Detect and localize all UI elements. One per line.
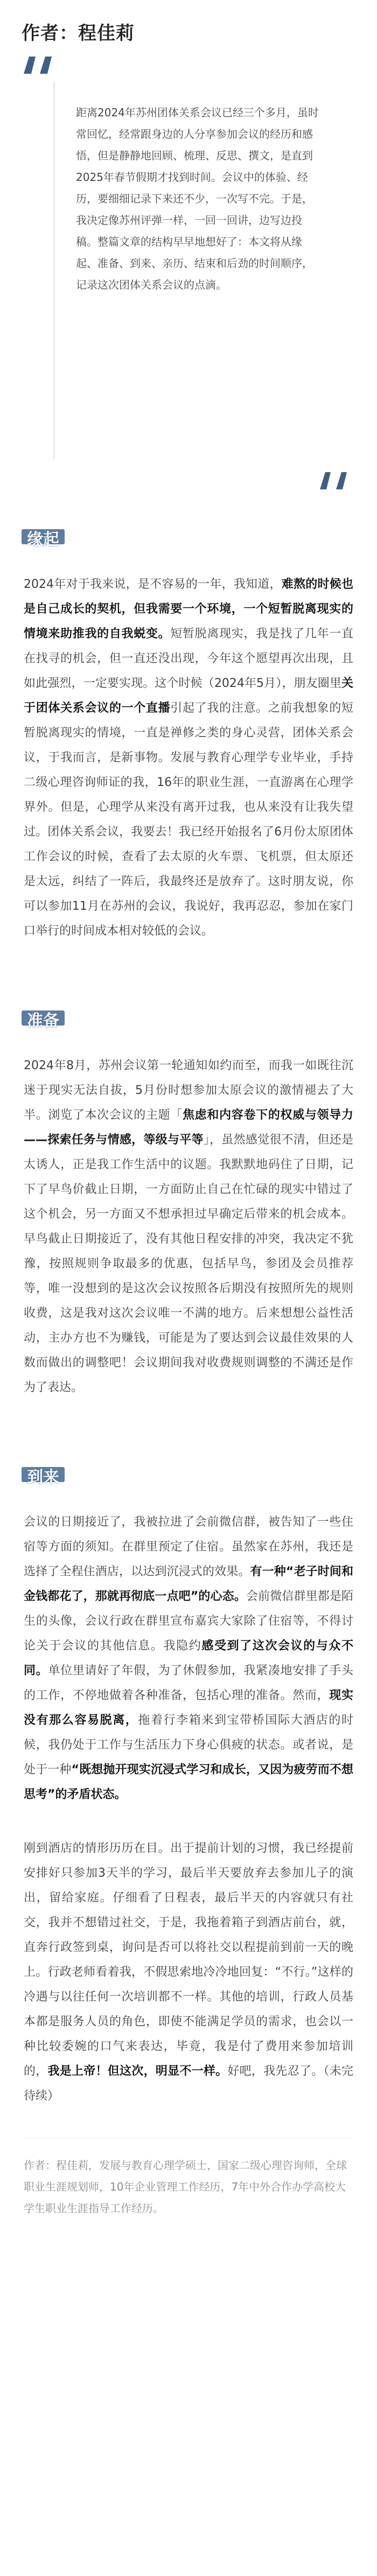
open-quote-icon bbox=[0, 45, 377, 77]
section-prep-body bbox=[0, 1038, 377, 1400]
intro-text: 距离2024年苏州团体关系会议已经三个多月，虽时常回忆，经常跟身边的人分享参加会议的经历和感悟，但是静静地回顾、梳理、反思、撰文，是直到2025年春节假期才找到时间。会议中的体验、经历，要细细记录下来还不少，一次写不完。于是，我决定像苏州评弹一样，一回一回讲，边写边投稿。整篇文章的结构早早地想好了：本文将从缘起、准备、到来、亲历、结束和后劲的时间顺序，记录这次团体关系会议的点滴。 bbox=[76, 106, 319, 291]
close-quote-icon bbox=[0, 459, 377, 492]
section-title-prep: 准备 bbox=[22, 1005, 65, 1033]
section-origin-body bbox=[0, 557, 377, 944]
section-title-origin: 缘起 bbox=[22, 524, 65, 552]
section-title-arrival: 到来 bbox=[22, 1462, 65, 1490]
section-arrival-body bbox=[0, 1495, 377, 2109]
arrival-paragraph-2: 刚到酒店的情形历历在目。出于提前计划的习惯，我已经提前安排好只参加3天半的学习，最后半天要放弃去参加儿子的演出，留给家庭。仔细看了日程表，最后半天的内容就只有社交，我并不想错过社交，于是，我拖着箱子到酒店前台，就，直奔行政签到桌，询问是否可以将社交以程提前到前一天的晚上。行政老师看着我，不假思索地冷冷地回复：“不行。”这样的冷遇与以往任何一次培训都不一样。其他的培训，行政人员基本都是服务人员的角色，即使不能满足学员的需求，也会以一种比较委婉的口气来表达，毕竟，我是付了费用来参加培训的，我是上帝！但这次，明显不一样。好吧，我先忍了。（未完待续） bbox=[24, 1842, 353, 2103]
author-heading: 作者：程佳莉 bbox=[22, 23, 135, 44]
origin-paragraph: 2024年对于我来说，是不容易的一年，我知道，难熬的时候也是自己成长的契机，但我需要一个环境，一个短暂脱离现实的情境来助推我的自我蜕变。短暂脱离现实，我是找了几年一直在找寻的机会，但一直还没出现，今年这个愿望再次出现，且如此强烈，一定要实现。这个时候（2024年5月），朋友圈里关于团体关系会议的一个直播引起了我的注意。之前我想象的短暂脱离现实的情境，一直是禅修之类的身心灵营，团体关系会议，于我而言，是新事物。发展与教育心理学专业毕业，手持二级心理咨询师证的我，16年的职业生涯，一直游离在心理学界外。但是，心理学从来没有离开过我，也从来没有让我失望过。团体关系会议，我要去！我已经开始报名了6月份太原团体工作会议的时候，查看了去太原的火车票、飞机票，但太原还是太远，纠结了一阵后，我最终还是放弃了。这时朋友说，你可以参加11月在苏州的会议，我说好，我再忍忍，参加在家门口举行的时间成本相对较低的会议。 bbox=[24, 578, 353, 938]
prep-paragraph: 2024年8月，苏州会议第一轮通知如约而至，而我一如既往沉迷于现实无法自拔，5月份时想参加太原会议的激情褪去了大半。浏览了本次会议的主题「焦虑和内容卷下的权威与领导力——探索任务与情感，等级与平等」，虽然感觉很不清，但还是太诱人，正是我工作生活中的议题。我默默地码住了日期，记下了早鸟价截止日期，一方面防止自己在忙碌的现实中错过了这个机会，另一方面又不想承担过早确定后带来的机会成本。早鸟截止日期接近了，没有其他日程安排的冲突，我决定不犹豫，按照规则争取最多的优惠，包括早鸟，参团及会员推荐等，唯一没想到的是这次会议按照各后期没有按照所先的规则收费，这是我对这次会议唯一不满的地方。后来想想公益性活动，主办方也不为赚钱，可能是为了要达到会议最佳效果的人数而做出的调整吧！会议期间我对收费规则调整的不满还是作为了表达。 bbox=[24, 1059, 353, 1394]
arrival-paragraph-1: 会议的日期接近了，我被拉进了会前微信群，被告知了一些住宿等方面的须知。在群里预定了住宿。虽然家在苏州，我还是选择了全程住酒店，以达到沉浸式的效果。有一种“老子时间和金钱都花了，那就再彻底一点吧”的心态。会前微信群里都是陌生的头像，会议行政在群里宣布嘉宾大家除了住宿等，不得讨论关于会议的其他信息。我隐约感受到了这次会议的与众不同。单位里请好了年假，为了休假参加，我紧凑地安排了手头的工作，不停地做着各种准备，包括心理的准备。然而，现实没有那么容易脱离，拖着行李箱来到宝带桥国际大酒店的时候，我仍处于工作与生活压力下身心俱疲的状态。或者说，是处于一种“既想抛开现实沉浸式学习和成长，又因为疲劳而不想思考”的矛盾状态。 bbox=[24, 1515, 353, 1801]
author-bio: 作者：程佳莉，发展与教育心理学硕士，国家二级心理咨询师，全球职业生涯规划师，10年企业管理工作经历，7年中外合作办学高校大学生职业生涯指导工作经历。 bbox=[24, 2159, 347, 2215]
intro-quote-box bbox=[54, 82, 323, 459]
